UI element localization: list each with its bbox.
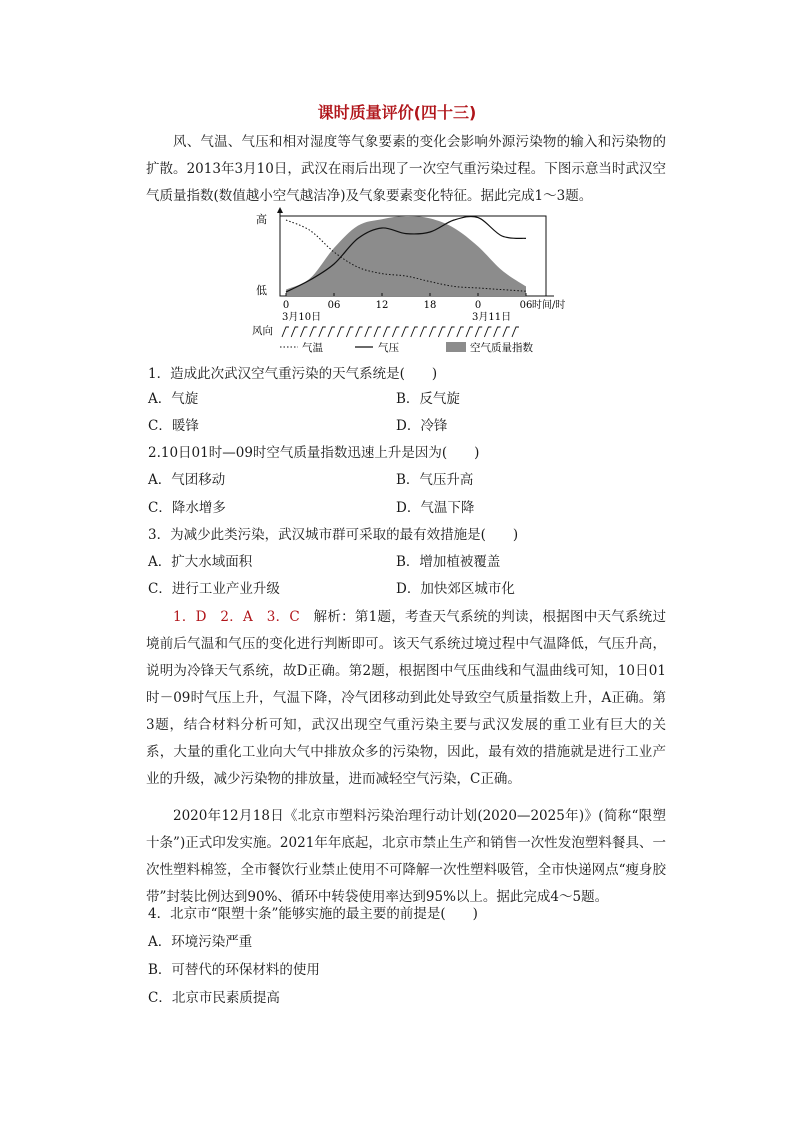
wind-barb — [310, 327, 317, 337]
answer-explanation — [146, 604, 666, 793]
wind-barb — [438, 327, 445, 337]
wind-barb — [300, 327, 307, 337]
wind-barbs — [282, 327, 519, 337]
wind-barb — [448, 327, 455, 337]
wind-barb — [484, 327, 491, 337]
answer-text: 解析：第1题，考查天气系统的判读，根据图中天气系统过境前后气温和气压的变化进行判断即可。该天气系统过境过程中气温降低，气压升高，说明为冷锋天气系统，故D正确。第2题，根据图中气压曲线和气温曲线可知，10日01时－09时气压上升，气温下降，冷气团移动到此处导致空气质量指数上升，A正确。第3题，结合材料分析可知，武汉出现空气重污染主要与武汉发展的重工业有巨大的关系，大量的重化工业向大气中排放众多的污染物，因此，最有效的措施就是进行工业产业的升级，减少污染物的排放量，进而减轻空气污染，C正确。 — [146, 609, 666, 787]
legend-aqi-swatch — [446, 342, 466, 352]
q3-option-b: B．增加植被覆盖 — [396, 554, 501, 570]
x-axis-label: 时间/时 — [532, 300, 566, 311]
y-low-label: 低 — [256, 284, 267, 297]
wind-barb — [475, 327, 482, 337]
q4-option-c: C．北京市民素质提高 — [148, 990, 280, 1006]
q3-stem: 3．为减少此类污染，武汉城市群可采取的最有效措施是( ) — [148, 527, 519, 543]
wind-barb — [328, 327, 335, 337]
series-aqi-area — [286, 216, 526, 296]
wind-barb — [291, 327, 298, 337]
wind-barb — [457, 327, 464, 337]
q3-option-a: A．扩大水域面积 — [148, 554, 253, 570]
wind-barb — [365, 327, 372, 337]
wind-barb — [512, 327, 519, 337]
wind-barb — [402, 327, 409, 337]
q3-option-c: C．进行工业产业升级 — [148, 581, 280, 597]
q1-option-a: A．气旋 — [148, 391, 199, 407]
q2-stem: 2.10日01时—09时空气质量指数迅速上升是因为( ) — [148, 445, 480, 461]
q1-option-b: B．反气旋 — [396, 391, 460, 407]
intro-paragraph-1: 风、气温、气压和相对湿度等气象要素的变化会影响外源污染物的输入和污染物的扩散。2013年3月10日，武汉在雨后出现了一次空气重污染过程。下图示意当时武汉空气质量指数(数值越小空气越洁净)及气象要素变化特征。据此完成1～3题。 — [146, 134, 666, 204]
q4-stem: 4．北京市“限塑十条”能够实施的最主要的前提是( ) — [148, 906, 478, 922]
intro-paragraph-2: 2020年12月18日《北京市塑料污染治理行动计划(2020—2025年)》(简称“限塑十条”)正式印发实施。2021年年底起，北京市禁止生产和销售一次性发泡塑料餐具、一次性塑料棉签，全市餐饮行业禁止使用不可降解一次性塑料吸管，全市快递网点“瘦身胶带”封装比例达到90%、循环中转袋使用率达到95%以上。据此完成4～5题。 — [146, 808, 666, 905]
q1-stem: 1．造成此次武汉空气重污染的天气系统是( ) — [148, 366, 438, 382]
date-label-1: 3月10日 — [282, 312, 322, 323]
wind-barb — [374, 327, 381, 337]
weather-chart — [250, 208, 566, 358]
legend-temp-label: 气温 — [302, 342, 323, 354]
q2-option-b: B．气压升高 — [396, 472, 474, 488]
wind-barb — [411, 327, 418, 337]
x-tick-label: 06 — [519, 300, 533, 311]
wind-label: 风向 — [252, 325, 273, 337]
q1-option-c: C．暖锋 — [148, 418, 199, 434]
x-tick-label: 12 — [375, 300, 389, 311]
x-tick-label: 18 — [423, 300, 437, 311]
date-label-2: 3月11日 — [472, 312, 512, 323]
answer-keys: 1．D 2．A 3．C — [173, 609, 300, 625]
wind-barb — [319, 327, 326, 337]
x-tick-label: 0 — [282, 300, 290, 311]
x-tick-label: 06 — [327, 300, 341, 311]
wind-barb — [337, 327, 344, 337]
wind-barb — [383, 327, 390, 337]
wind-barb — [494, 327, 501, 337]
q4-option-a: A．环境污染严重 — [148, 934, 253, 950]
q1-option-d: D．冷锋 — [396, 418, 448, 434]
y-high-label: 高 — [256, 213, 267, 226]
wind-barb — [356, 327, 363, 337]
q4-option-b: B．可替代的环保材料的使用 — [148, 962, 320, 978]
x-tick-label: 0 — [474, 300, 482, 311]
wind-barb — [420, 327, 427, 337]
legend-aqi-label: 空气质量指数 — [470, 342, 533, 354]
page-title: 课时质量评价(四十三) — [317, 103, 477, 122]
q2-option-c: C．降水增多 — [148, 500, 226, 516]
wind-barb — [346, 327, 353, 337]
wind-barb — [503, 327, 510, 337]
q3-option-d: D．加快郊区城市化 — [396, 581, 515, 597]
q2-option-a: A．气团移动 — [148, 472, 226, 488]
wind-barb — [429, 327, 436, 337]
wind-barb — [392, 327, 399, 337]
wind-barb — [282, 327, 289, 337]
legend-pressure-label: 气压 — [378, 342, 399, 354]
wind-barb — [466, 327, 473, 337]
q2-option-d: D．气温下降 — [396, 500, 475, 516]
